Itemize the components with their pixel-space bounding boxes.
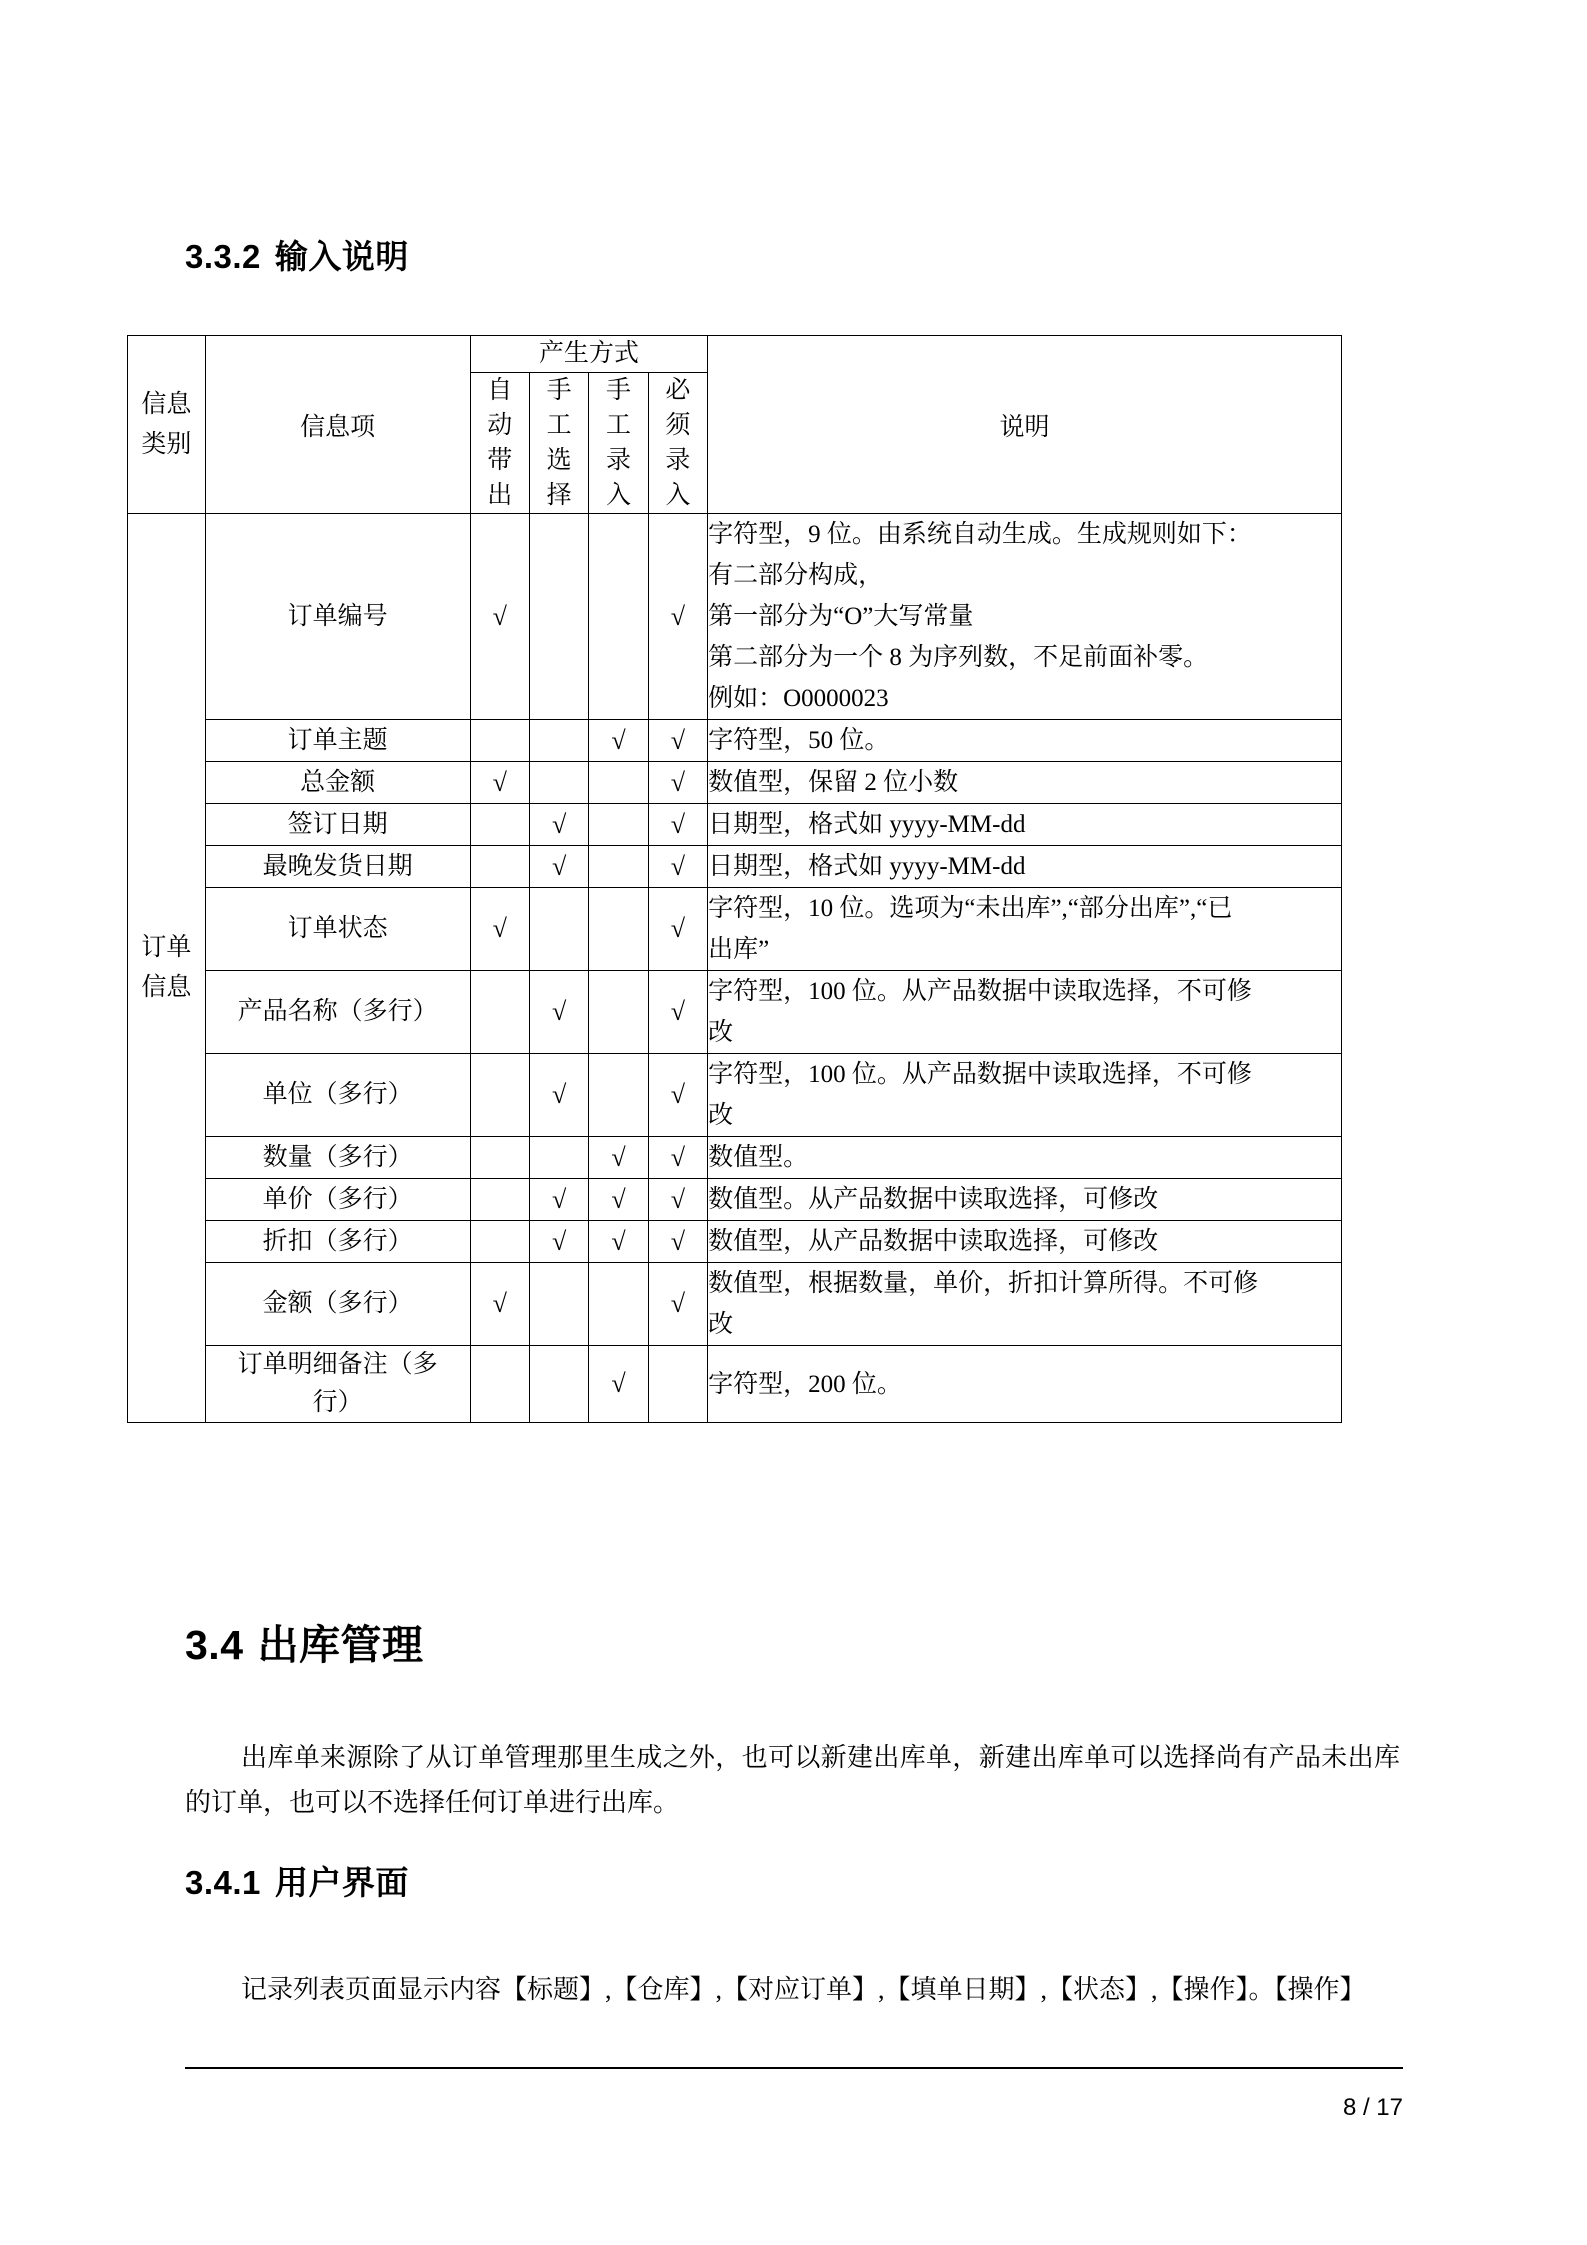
cell-mark-auto (470, 971, 529, 1054)
cell-mark-required (648, 1346, 707, 1423)
table-row (128, 804, 1342, 846)
item-name-line: 订单明细备注（多 (237, 1351, 438, 1378)
cell-mark-type (589, 1263, 648, 1346)
cell-item-name: 单位（多行） (205, 1054, 470, 1137)
cell-mark-pick: √ (529, 846, 588, 888)
cell-mark-pick: √ (529, 804, 588, 846)
cell-mark-required: √ (648, 804, 707, 846)
header-category (128, 336, 206, 514)
header-sub-required (648, 373, 707, 514)
cell-description (708, 1179, 1342, 1221)
cell-item-name: 单价（多行） (205, 1179, 470, 1221)
heading-number: 3.3.2 (185, 238, 261, 275)
table-row (128, 846, 1342, 888)
heading-input-spec (185, 237, 409, 277)
header-sub-required-char1: 必 (665, 377, 691, 404)
cell-mark-pick: √ (529, 971, 588, 1054)
cell-description (708, 804, 1342, 846)
cell-mark-required: √ (648, 888, 707, 971)
cell-mark-type (589, 888, 648, 971)
description-line: 改 (708, 1019, 734, 1046)
description-line: 数值型。 (708, 1144, 809, 1171)
cell-mark-auto (470, 804, 529, 846)
cell-mark-pick (529, 762, 588, 804)
heading-title: 出库管理 (257, 1622, 424, 1668)
table-row (128, 720, 1342, 762)
cell-item-name: 订单状态 (205, 888, 470, 971)
cell-mark-type (589, 762, 648, 804)
category-label-line2: 信息 (141, 974, 192, 1001)
cell-description (708, 1346, 1342, 1423)
description-line: 第一部分为“O”大写常量 (708, 603, 974, 630)
description-line: 有二部分构成， (708, 562, 884, 589)
heading-title: 输入说明 (274, 238, 409, 275)
header-sub-pick-char4: 择 (546, 482, 572, 509)
cell-mark-type: √ (589, 1221, 648, 1263)
description-line: 字符型，9 位。由系统自动生成。生成规则如下： (708, 521, 1252, 548)
cell-description (708, 720, 1342, 762)
cell-mark-type (589, 804, 648, 846)
cell-category (128, 514, 206, 1423)
cell-mark-type: √ (589, 1346, 648, 1423)
description-line: 改 (708, 1102, 734, 1129)
cell-description (708, 762, 1342, 804)
cell-mark-pick (529, 888, 588, 971)
cell-mark-type: √ (589, 720, 648, 762)
table-row (128, 514, 1342, 720)
cell-mark-required: √ (648, 720, 707, 762)
footer-page-number: 8 / 17 (1342, 2094, 1403, 2121)
spec-table-container (127, 335, 1347, 1423)
cell-item-name (205, 1346, 470, 1423)
table-row (128, 971, 1342, 1054)
cell-mark-type (589, 514, 648, 720)
cell-item-name: 数量（多行） (205, 1137, 470, 1179)
header-sub-required-char3: 录 (665, 447, 691, 474)
table-header-row-1 (128, 336, 1342, 373)
cell-mark-pick: √ (529, 1054, 588, 1137)
cell-mark-pick (529, 1263, 588, 1346)
heading-outbound-mgmt (185, 1621, 424, 1670)
description-line: 数值型，从产品数据中读取选择，可修改 (708, 1228, 1159, 1255)
table-row (128, 1263, 1342, 1346)
cell-mark-required: √ (648, 846, 707, 888)
heading-title: 用户界面 (274, 1864, 409, 1901)
cell-mark-pick (529, 514, 588, 720)
cell-mark-required: √ (648, 514, 707, 720)
cell-description (708, 514, 1342, 720)
header-item: 信息项 (205, 336, 470, 514)
cell-description (708, 971, 1342, 1054)
cell-mark-auto (470, 1346, 529, 1423)
header-sub-type-char2: 工 (606, 412, 632, 439)
input-spec-table (127, 335, 1342, 1423)
header-sub-auto-char4: 出 (487, 482, 513, 509)
description-line: 字符型，200 位。 (708, 1370, 902, 1398)
header-sub-auto (470, 373, 529, 514)
description-line: 数值型。从产品数据中读取选择，可修改 (708, 1186, 1159, 1213)
cell-mark-type (589, 971, 648, 1054)
header-sub-auto-char1: 自 (487, 377, 513, 404)
cell-description (708, 1221, 1342, 1263)
cell-description (708, 1263, 1342, 1346)
cell-mark-auto: √ (470, 762, 529, 804)
cell-mark-auto (470, 720, 529, 762)
cell-mark-auto (470, 1179, 529, 1221)
cell-description (708, 1137, 1342, 1179)
header-sub-type (589, 373, 648, 514)
table-row (128, 1179, 1342, 1221)
header-category-line1: 信息 (141, 390, 192, 418)
cell-item-name: 签订日期 (205, 804, 470, 846)
heading-number: 3.4.1 (185, 1864, 261, 1901)
header-sub-pick-char2: 工 (546, 412, 572, 439)
cell-mark-pick: √ (529, 1221, 588, 1263)
description-line: 字符型，10 位。选项为“未出库”,“部分出库”,“已 (708, 895, 1233, 922)
header-sub-pick-char1: 手 (546, 377, 572, 404)
cell-mark-required: √ (648, 1221, 707, 1263)
header-sub-auto-char2: 动 (487, 412, 513, 439)
cell-item-name: 订单编号 (205, 514, 470, 720)
header-sub-type-char3: 录 (606, 447, 632, 474)
table-row (128, 1346, 1342, 1423)
table-header (128, 336, 1342, 514)
table-row (128, 888, 1342, 971)
description-line: 出库” (708, 936, 770, 963)
cell-mark-type: √ (589, 1179, 648, 1221)
cell-mark-pick (529, 720, 588, 762)
cell-mark-auto (470, 1137, 529, 1179)
header-sub-pick (529, 373, 588, 514)
cell-mark-auto: √ (470, 1263, 529, 1346)
cell-mark-auto (470, 1054, 529, 1137)
description-line: 第二部分为一个 8 为序列数，不足前面补零。 (708, 644, 1209, 671)
description-line: 字符型，50 位。 (708, 727, 890, 754)
header-generation-method: 产生方式 (470, 336, 708, 373)
table-row (128, 1054, 1342, 1137)
cell-item-name: 总金额 (205, 762, 470, 804)
description-line: 日期型，格式如 yyyy-MM-dd (708, 811, 1026, 838)
cell-mark-pick: √ (529, 1179, 588, 1221)
paragraph-outbound-intro: 出库单来源除了从订单管理那里生成之外，也可以新建出库单，新建出库单可以选择尚有产品未出库的订单，也可以不选择任何订单进行出库。 (185, 1743, 1400, 1817)
cell-mark-required: √ (648, 1054, 707, 1137)
cell-item-name: 折扣（多行） (205, 1221, 470, 1263)
cell-item-name: 订单主题 (205, 720, 470, 762)
cell-mark-required: √ (648, 1263, 707, 1346)
cell-mark-auto: √ (470, 514, 529, 720)
header-sub-required-char4: 入 (665, 482, 691, 509)
header-sub-required-char2: 须 (665, 412, 691, 439)
cell-mark-auto (470, 846, 529, 888)
cell-mark-required: √ (648, 1137, 707, 1179)
table-body (128, 514, 1342, 1423)
table-row (128, 1221, 1342, 1263)
cell-mark-auto (470, 1221, 529, 1263)
cell-mark-type: √ (589, 1137, 648, 1179)
heading-number: 3.4 (185, 1622, 244, 1668)
cell-mark-required: √ (648, 971, 707, 1054)
cell-mark-type (589, 1054, 648, 1137)
heading-user-interface (185, 1863, 409, 1903)
cell-mark-required: √ (648, 762, 707, 804)
item-name-line: 行） (312, 1389, 363, 1416)
category-label-line1: 订单 (141, 934, 192, 961)
cell-description (708, 846, 1342, 888)
header-sub-type-char4: 入 (606, 482, 632, 509)
header-description: 说明 (708, 336, 1342, 514)
header-sub-auto-char3: 带 (487, 447, 513, 474)
header-category-line2: 类别 (141, 430, 192, 458)
table-row (128, 1137, 1342, 1179)
header-sub-type-char1: 手 (606, 377, 632, 404)
description-line: 例如：O0000023 (708, 685, 889, 712)
cell-description (708, 1054, 1342, 1137)
cell-mark-type (589, 846, 648, 888)
cell-description (708, 888, 1342, 971)
description-line: 数值型，根据数量，单价，折扣计算所得。不可修 (708, 1270, 1259, 1297)
cell-mark-auto: √ (470, 888, 529, 971)
cell-mark-pick (529, 1346, 588, 1423)
header-sub-pick-char3: 选 (546, 447, 572, 474)
description-line: 改 (708, 1311, 734, 1338)
cell-mark-pick (529, 1137, 588, 1179)
table-row (128, 762, 1342, 804)
cell-item-name: 产品名称（多行） (205, 971, 470, 1054)
paragraph-ui-intro: 记录列表页面显示内容【标题】,【仓库】,【对应订单】,【填单日期】,【状态】,【操作】。【操作】 (241, 1975, 1366, 2004)
description-line: 字符型，100 位。从产品数据中读取选择，不可修 (708, 1061, 1252, 1088)
cell-item-name: 金额（多行） (205, 1263, 470, 1346)
description-line: 日期型，格式如 yyyy-MM-dd (708, 853, 1026, 880)
footer-divider (185, 2067, 1403, 2069)
cell-mark-required: √ (648, 1179, 707, 1221)
description-line: 字符型，100 位。从产品数据中读取选择，不可修 (708, 978, 1252, 1005)
description-line: 数值型，保留 2 位小数 (708, 769, 959, 796)
cell-item-name: 最晚发货日期 (205, 846, 470, 888)
